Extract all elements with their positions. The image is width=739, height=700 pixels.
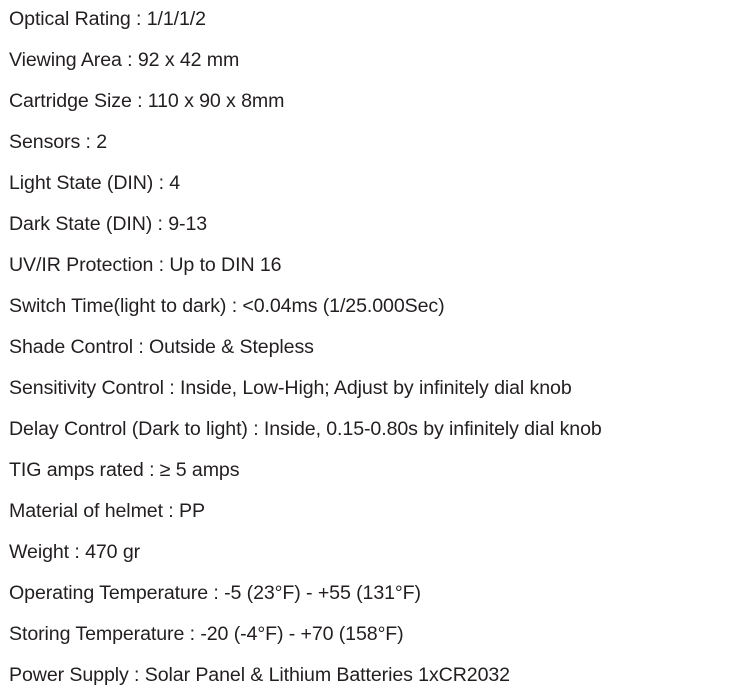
spec-row-switch-time xyxy=(9,290,737,331)
spec-value: Inside, Low-High; Adjust by infinitely dial knob xyxy=(179,377,572,399)
spec-value: -5 (23°F) - +55 (131°F) xyxy=(224,582,421,604)
spec-value: Outside & Stepless xyxy=(149,336,314,358)
spec-row-viewing-area xyxy=(9,44,737,85)
spec-row-light-state xyxy=(9,167,737,208)
spec-value: 110 x 90 x 8mm xyxy=(147,90,285,112)
spec-row-uv-ir-protection xyxy=(9,249,737,290)
spec-separator: : xyxy=(153,172,170,194)
spec-separator: : xyxy=(130,8,147,30)
spec-separator: : xyxy=(247,418,264,440)
spec-separator: : xyxy=(69,541,86,563)
spec-label: Power Supply xyxy=(9,664,129,686)
spec-row-sensitivity-control xyxy=(9,372,737,413)
spec-value: 92 x 42 mm xyxy=(137,49,240,71)
spec-separator: : xyxy=(153,254,170,276)
spec-row-storing-temperature xyxy=(9,618,737,659)
spec-list xyxy=(9,3,737,700)
spec-value: 4 xyxy=(169,172,181,194)
spec-separator: : xyxy=(208,582,225,604)
spec-separator: : xyxy=(163,377,180,399)
spec-separator: : xyxy=(226,295,243,317)
spec-label: Operating Temperature xyxy=(9,582,209,604)
spec-label: Weight xyxy=(9,541,70,563)
spec-label: TIG amps rated xyxy=(9,459,144,481)
spec-separator: : xyxy=(121,49,138,71)
spec-separator: : xyxy=(152,213,169,235)
spec-value: 2 xyxy=(96,131,108,153)
spec-row-dark-state xyxy=(9,208,737,249)
spec-value: <0.04ms (1/25.000Sec) xyxy=(242,295,445,317)
spec-separator: : xyxy=(184,623,201,645)
spec-row-optical-rating xyxy=(9,3,737,44)
spec-label: Switch Time(light to dark) xyxy=(9,295,227,317)
spec-label: Shade Control xyxy=(9,336,133,358)
spec-label: Light State (DIN) xyxy=(9,172,154,194)
spec-separator: : xyxy=(143,459,160,481)
spec-row-tig-amps-rated xyxy=(9,454,737,495)
spec-row-sensors xyxy=(9,126,737,167)
spec-value: Inside, 0.15-0.80s by infinitely dial knob xyxy=(263,418,602,440)
spec-label: Sensors xyxy=(9,131,81,153)
spec-separator: : xyxy=(128,664,145,686)
spec-value: Up to DIN 16 xyxy=(169,254,282,276)
spec-row-delay-control xyxy=(9,413,737,454)
spec-label: UV/IR Protection xyxy=(9,254,154,276)
spec-value: 470 gr xyxy=(85,541,141,563)
spec-separator: : xyxy=(80,131,97,153)
spec-row-shade-control xyxy=(9,331,737,372)
spec-row-material-of-helmet xyxy=(9,495,737,536)
spec-value: ≥ 5 amps xyxy=(159,459,240,481)
spec-row-cartridge-size xyxy=(9,85,737,126)
spec-label: Material of helmet xyxy=(9,500,163,522)
spec-label: Storing Temperature xyxy=(9,623,185,645)
spec-label: Cartridge Size xyxy=(9,90,132,112)
spec-value: 1/1/1/2 xyxy=(146,8,206,30)
spec-label: Optical Rating xyxy=(9,8,131,30)
spec-row-weight xyxy=(9,536,737,577)
spec-label: Viewing Area xyxy=(9,49,122,71)
spec-row-power-supply xyxy=(9,659,737,700)
spec-value: PP xyxy=(178,500,205,522)
spec-value: -20 (-4°F) - +70 (158°F) xyxy=(200,623,404,645)
spec-row-operating-temperature xyxy=(9,577,737,618)
spec-label: Delay Control (Dark to light) xyxy=(9,418,248,440)
spec-separator: : xyxy=(162,500,179,522)
spec-separator: : xyxy=(131,90,148,112)
spec-label: Dark State (DIN) xyxy=(9,213,153,235)
spec-separator: : xyxy=(132,336,150,358)
spec-value: 9-13 xyxy=(168,213,208,235)
spec-value: Solar Panel & Lithium Batteries 1xCR2032 xyxy=(144,664,510,686)
spec-label: Sensitivity Control xyxy=(9,377,164,399)
